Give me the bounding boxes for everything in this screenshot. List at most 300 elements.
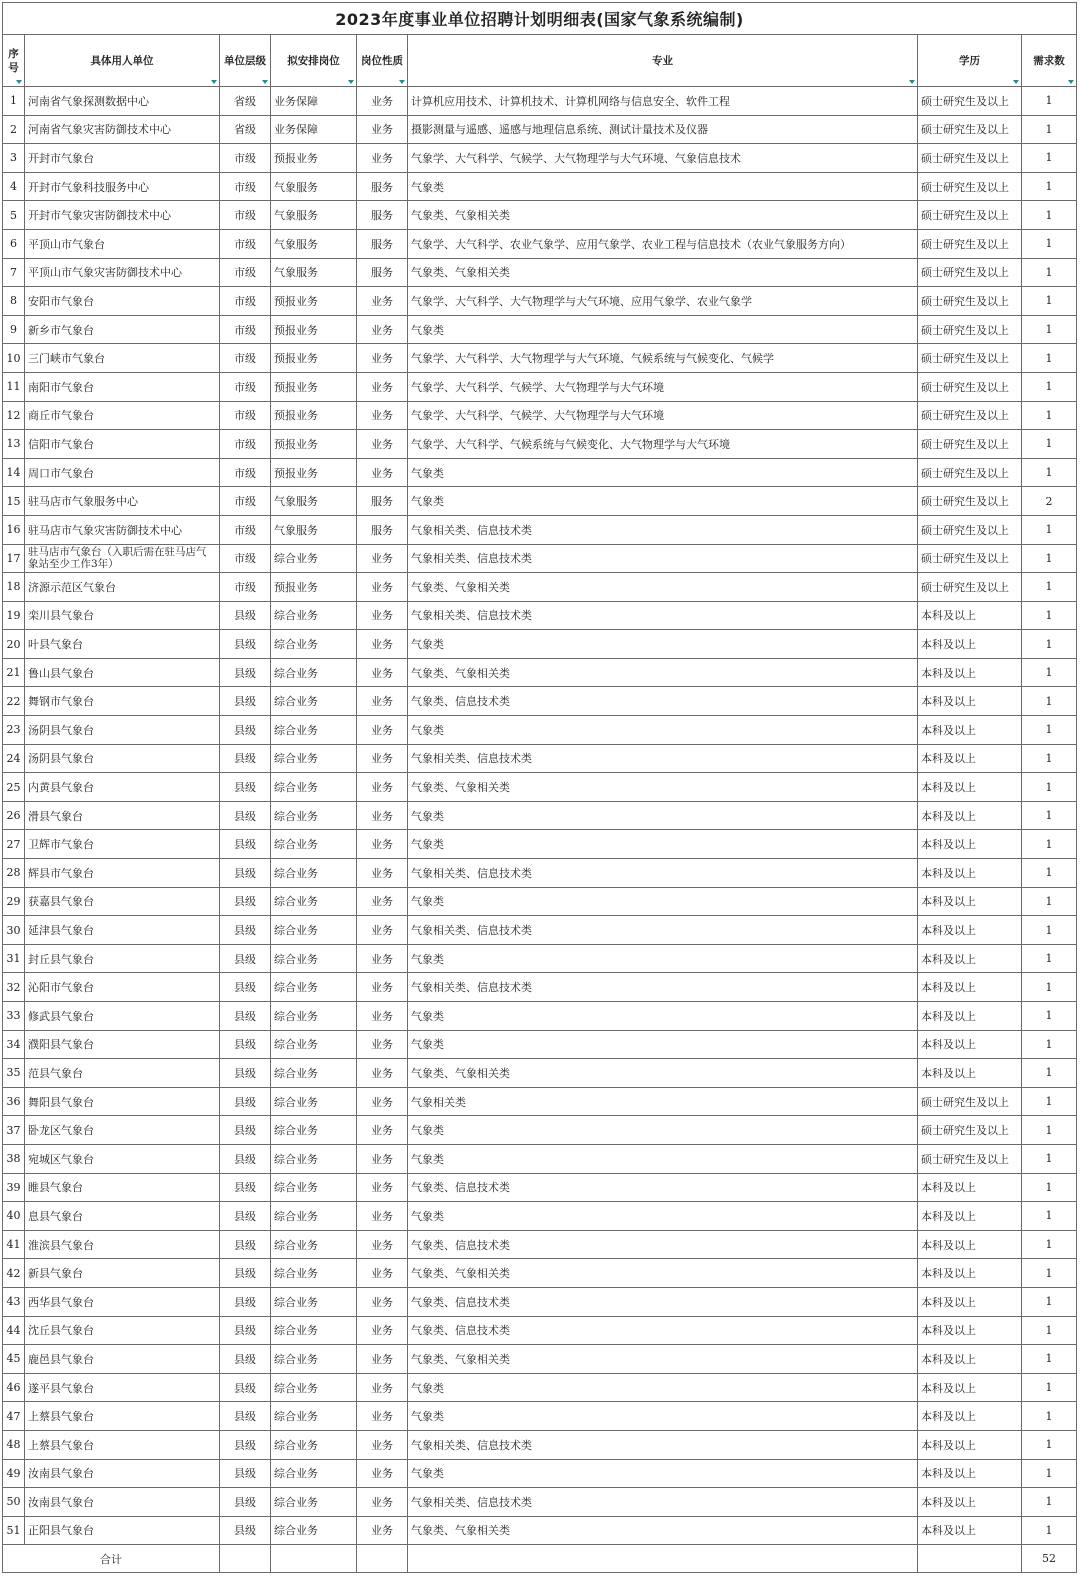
cell-post: 综合业务	[271, 630, 357, 659]
cell-post: 综合业务	[271, 1230, 357, 1259]
cell-count: 1	[1022, 658, 1077, 687]
cell-unit: 上蔡县气象台	[25, 1430, 220, 1459]
cell-seq: 8	[3, 287, 25, 316]
cell-level: 县级	[220, 744, 271, 773]
cell-level: 县级	[220, 1402, 271, 1431]
cell-level: 县级	[220, 1202, 271, 1231]
cell-level: 市级	[220, 573, 271, 602]
cell-level: 县级	[220, 1488, 271, 1517]
cell-count: 1	[1022, 515, 1077, 544]
cell-level: 市级	[220, 487, 271, 516]
cell-count: 1	[1022, 716, 1077, 745]
table-row	[3, 658, 1077, 687]
cell-count: 1	[1022, 916, 1077, 945]
cell-nature: 业务	[357, 859, 408, 888]
cell-seq: 26	[3, 801, 25, 830]
cell-post: 综合业务	[271, 1459, 357, 1488]
table-row	[3, 344, 1077, 373]
cell-education: 本科及以上	[918, 1230, 1022, 1259]
cell-seq: 38	[3, 1144, 25, 1173]
cell-seq: 36	[3, 1087, 25, 1116]
cell-education: 本科及以上	[918, 1259, 1022, 1288]
cell-count: 1	[1022, 229, 1077, 258]
cell-nature: 服务	[357, 201, 408, 230]
cell-seq: 1	[3, 87, 25, 116]
cell-education: 硕士研究生及以上	[918, 344, 1022, 373]
cell-nature: 业务	[357, 430, 408, 459]
table-row	[3, 573, 1077, 602]
cell-nature: 服务	[357, 258, 408, 287]
cell-nature: 业务	[357, 773, 408, 802]
cell-major: 气象类、信息技术类	[408, 1230, 918, 1259]
cell-unit: 开封市气象台	[25, 144, 220, 173]
cell-count: 1	[1022, 458, 1077, 487]
cell-nature: 业务	[357, 1144, 408, 1173]
cell-unit: 睢县气象台	[25, 1173, 220, 1202]
cell-nature: 业务	[357, 1059, 408, 1088]
table-row	[3, 315, 1077, 344]
cell-seq: 13	[3, 430, 25, 459]
cell-seq: 20	[3, 630, 25, 659]
cell-count: 1	[1022, 830, 1077, 859]
table-row	[3, 258, 1077, 287]
cell-post: 综合业务	[271, 859, 357, 888]
cell-unit: 舞钢市气象台	[25, 687, 220, 716]
cell-count: 1	[1022, 372, 1077, 401]
cell-level: 县级	[220, 1287, 271, 1316]
cell-seq: 42	[3, 1259, 25, 1288]
table-row	[3, 601, 1077, 630]
cell-seq: 9	[3, 315, 25, 344]
cell-unit: 淮滨县气象台	[25, 1230, 220, 1259]
cell-level: 县级	[220, 1002, 271, 1031]
cell-nature: 业务	[357, 1002, 408, 1031]
cell-unit: 南阳市气象台	[25, 372, 220, 401]
cell-seq: 44	[3, 1316, 25, 1345]
cell-post: 预报业务	[271, 458, 357, 487]
cell-count: 1	[1022, 258, 1077, 287]
cell-major: 气象相关类、信息技术类	[408, 859, 918, 888]
cell-nature: 业务	[357, 716, 408, 745]
table-row	[3, 801, 1077, 830]
table-row	[3, 1087, 1077, 1116]
table-row	[3, 1202, 1077, 1231]
cell-nature: 业务	[357, 287, 408, 316]
cell-major: 气象相关类、信息技术类	[408, 744, 918, 773]
cell-count: 1	[1022, 287, 1077, 316]
cell-post: 综合业务	[271, 687, 357, 716]
cell-level: 县级	[220, 1030, 271, 1059]
cell-major: 气象类	[408, 315, 918, 344]
table-row	[3, 1230, 1077, 1259]
cell-education: 本科及以上	[918, 1402, 1022, 1431]
cell-post: 综合业务	[271, 1345, 357, 1374]
cell-major: 气象类、气象相关类	[408, 1059, 918, 1088]
cell-post: 综合业务	[271, 1316, 357, 1345]
cell-major: 气象相关类、信息技术类	[408, 1430, 918, 1459]
cell-post: 综合业务	[271, 1430, 357, 1459]
cell-count: 1	[1022, 1144, 1077, 1173]
cell-level: 县级	[220, 801, 271, 830]
cell-nature: 服务	[357, 172, 408, 201]
header-level[interactable]	[220, 35, 271, 87]
cell-post: 业务保障	[271, 115, 357, 144]
cell-unit: 西华县气象台	[25, 1287, 220, 1316]
cell-seq: 16	[3, 515, 25, 544]
cell-unit: 驻马店市气象服务中心	[25, 487, 220, 516]
cell-level: 省级	[220, 87, 271, 116]
cell-education: 本科及以上	[918, 601, 1022, 630]
header-seq-label: 序号	[8, 47, 19, 74]
cell-level: 县级	[220, 1059, 271, 1088]
cell-unit: 舞阳县气象台	[25, 1087, 220, 1116]
cell-unit: 开封市气象科技服务中心	[25, 172, 220, 201]
table-row	[3, 773, 1077, 802]
cell-count: 1	[1022, 1516, 1077, 1545]
cell-unit: 遂平县气象台	[25, 1373, 220, 1402]
cell-level: 县级	[220, 687, 271, 716]
cell-nature: 业务	[357, 372, 408, 401]
filter-arrow-icon[interactable]	[348, 80, 354, 84]
cell-education: 硕士研究生及以上	[918, 458, 1022, 487]
cell-unit: 卧龙区气象台	[25, 1116, 220, 1145]
cell-count: 1	[1022, 201, 1077, 230]
cell-nature: 业务	[357, 1459, 408, 1488]
cell-post: 预报业务	[271, 315, 357, 344]
filter-arrow-icon[interactable]	[262, 80, 268, 84]
cell-education: 本科及以上	[918, 1059, 1022, 1088]
cell-level: 县级	[220, 1459, 271, 1488]
cell-major: 气象学、大气科学、大气物理学与大气环境、气候系统与气候变化、气候学	[408, 344, 918, 373]
cell-nature: 业务	[357, 1087, 408, 1116]
cell-seq: 18	[3, 573, 25, 602]
cell-major: 气象类、气象相关类	[408, 258, 918, 287]
cell-education: 硕士研究生及以上	[918, 401, 1022, 430]
table-row	[3, 1516, 1077, 1545]
table-row	[3, 401, 1077, 430]
cell-major: 气象类	[408, 1116, 918, 1145]
cell-education: 本科及以上	[918, 944, 1022, 973]
cell-seq: 32	[3, 973, 25, 1002]
cell-level: 市级	[220, 401, 271, 430]
cell-major: 气象学、大气科学、农业气象学、应用气象学、农业工程与信息技术（农业气象服务方向）	[408, 229, 918, 258]
header-unit-label: 具体用人单位	[90, 54, 154, 67]
cell-unit: 周口市气象台	[25, 458, 220, 487]
cell-count: 1	[1022, 1345, 1077, 1374]
cell-seq: 31	[3, 944, 25, 973]
cell-major: 气象相关类、信息技术类	[408, 544, 918, 573]
cell-unit: 濮阳县气象台	[25, 1030, 220, 1059]
cell-count: 1	[1022, 1030, 1077, 1059]
cell-unit: 卫辉市气象台	[25, 830, 220, 859]
cell-education: 硕士研究生及以上	[918, 172, 1022, 201]
cell-education: 本科及以上	[918, 1173, 1022, 1202]
cell-count: 1	[1022, 973, 1077, 1002]
cell-post: 气象服务	[271, 172, 357, 201]
cell-count: 1	[1022, 401, 1077, 430]
cell-major: 气象类	[408, 1402, 918, 1431]
cell-nature: 业务	[357, 1316, 408, 1345]
cell-level: 县级	[220, 1087, 271, 1116]
cell-count: 1	[1022, 144, 1077, 173]
cell-education: 本科及以上	[918, 801, 1022, 830]
cell-education: 本科及以上	[918, 1202, 1022, 1231]
cell-nature: 业务	[357, 1230, 408, 1259]
cell-count: 2	[1022, 487, 1077, 516]
table-row	[3, 1373, 1077, 1402]
cell-level: 县级	[220, 944, 271, 973]
cell-education: 硕士研究生及以上	[918, 1087, 1022, 1116]
cell-major: 气象类、气象相关类	[408, 201, 918, 230]
cell-level: 县级	[220, 1430, 271, 1459]
cell-post: 预报业务	[271, 144, 357, 173]
cell-post: 综合业务	[271, 1516, 357, 1545]
cell-nature: 服务	[357, 229, 408, 258]
empty-cell	[357, 1545, 408, 1573]
header-nature[interactable]	[357, 35, 408, 87]
cell-unit: 驻马店市气象台（入职后需在驻马店气象站至少工作3年）	[25, 544, 220, 573]
cell-post: 预报业务	[271, 287, 357, 316]
cell-seq: 45	[3, 1345, 25, 1374]
table-row	[3, 1345, 1077, 1374]
cell-post: 综合业务	[271, 658, 357, 687]
cell-nature: 业务	[357, 1202, 408, 1231]
cell-nature: 业务	[357, 144, 408, 173]
cell-level: 县级	[220, 716, 271, 745]
cell-post: 综合业务	[271, 887, 357, 916]
cell-level: 市级	[220, 229, 271, 258]
table-title: 2023年度事业单位招聘计划明细表(国家气象系统编制)	[3, 3, 1077, 35]
filter-arrow-icon[interactable]	[909, 80, 915, 84]
cell-nature: 业务	[357, 916, 408, 945]
cell-level: 县级	[220, 887, 271, 916]
cell-level: 市级	[220, 458, 271, 487]
table-row	[3, 458, 1077, 487]
cell-seq: 7	[3, 258, 25, 287]
cell-post: 综合业务	[271, 1002, 357, 1031]
cell-post: 综合业务	[271, 744, 357, 773]
cell-unit: 新乡市气象台	[25, 315, 220, 344]
header-education[interactable]	[918, 35, 1022, 87]
cell-education: 硕士研究生及以上	[918, 315, 1022, 344]
cell-count: 1	[1022, 801, 1077, 830]
cell-post: 综合业务	[271, 716, 357, 745]
cell-count: 1	[1022, 630, 1077, 659]
cell-post: 综合业务	[271, 1373, 357, 1402]
filter-arrow-icon[interactable]	[1013, 80, 1019, 84]
cell-unit: 宛城区气象台	[25, 1144, 220, 1173]
cell-level: 市级	[220, 172, 271, 201]
cell-major: 气象类、信息技术类	[408, 1287, 918, 1316]
cell-level: 县级	[220, 973, 271, 1002]
cell-post: 预报业务	[271, 344, 357, 373]
cell-unit: 沈丘县气象台	[25, 1316, 220, 1345]
cell-nature: 业务	[357, 744, 408, 773]
cell-nature: 业务	[357, 315, 408, 344]
cell-seq: 17	[3, 544, 25, 573]
header-seq[interactable]	[3, 35, 25, 87]
cell-nature: 业务	[357, 115, 408, 144]
table-row	[3, 1030, 1077, 1059]
cell-education: 硕士研究生及以上	[918, 430, 1022, 459]
cell-count: 1	[1022, 859, 1077, 888]
cell-education: 本科及以上	[918, 859, 1022, 888]
cell-level: 县级	[220, 1230, 271, 1259]
table-row	[3, 1402, 1077, 1431]
cell-seq: 3	[3, 144, 25, 173]
cell-seq: 37	[3, 1116, 25, 1145]
cell-education: 本科及以上	[918, 916, 1022, 945]
cell-nature: 业务	[357, 944, 408, 973]
header-education-label: 学历	[959, 54, 980, 67]
cell-nature: 服务	[357, 487, 408, 516]
cell-major: 气象类	[408, 487, 918, 516]
cell-unit: 新县气象台	[25, 1259, 220, 1288]
cell-nature: 业务	[357, 801, 408, 830]
cell-count: 1	[1022, 430, 1077, 459]
cell-unit: 汤阴县气象台	[25, 716, 220, 745]
cell-education: 硕士研究生及以上	[918, 229, 1022, 258]
cell-major: 计算机应用技术、计算机技术、计算机网络与信息安全、软件工程	[408, 87, 918, 116]
cell-education: 硕士研究生及以上	[918, 544, 1022, 573]
cell-education: 本科及以上	[918, 744, 1022, 773]
cell-level: 县级	[220, 859, 271, 888]
cell-major: 气象类	[408, 1373, 918, 1402]
table-row	[3, 1316, 1077, 1345]
table-row	[3, 1259, 1077, 1288]
cell-major: 气象类、信息技术类	[408, 1316, 918, 1345]
cell-post: 气象服务	[271, 229, 357, 258]
cell-post: 综合业务	[271, 801, 357, 830]
cell-nature: 业务	[357, 544, 408, 573]
cell-nature: 业务	[357, 830, 408, 859]
cell-post: 综合业务	[271, 1144, 357, 1173]
cell-level: 市级	[220, 344, 271, 373]
cell-level: 县级	[220, 1316, 271, 1345]
total-count: 52	[1022, 1545, 1077, 1573]
header-count-label: 需求数	[1033, 54, 1065, 67]
cell-education: 本科及以上	[918, 887, 1022, 916]
cell-major: 气象学、大气科学、气候学、大气物理学与大气环境	[408, 372, 918, 401]
cell-count: 1	[1022, 601, 1077, 630]
empty-cell	[271, 1545, 357, 1573]
cell-count: 1	[1022, 1287, 1077, 1316]
cell-unit: 河南省气象探测数据中心	[25, 87, 220, 116]
cell-post: 综合业务	[271, 601, 357, 630]
cell-level: 市级	[220, 372, 271, 401]
cell-count: 1	[1022, 1116, 1077, 1145]
cell-level: 县级	[220, 830, 271, 859]
cell-level: 县级	[220, 1516, 271, 1545]
filter-arrow-icon[interactable]	[399, 80, 405, 84]
cell-level: 市级	[220, 515, 271, 544]
cell-major: 气象相关类	[408, 1087, 918, 1116]
cell-post: 气象服务	[271, 515, 357, 544]
cell-seq: 10	[3, 344, 25, 373]
cell-unit: 延津县气象台	[25, 916, 220, 945]
cell-major: 气象相关类、信息技术类	[408, 601, 918, 630]
cell-seq: 50	[3, 1488, 25, 1517]
total-row	[3, 1545, 1077, 1573]
cell-nature: 业务	[357, 458, 408, 487]
cell-major: 气象类、气象相关类	[408, 658, 918, 687]
cell-nature: 业务	[357, 1345, 408, 1374]
cell-seq: 30	[3, 916, 25, 945]
cell-major: 气象类	[408, 630, 918, 659]
cell-nature: 业务	[357, 1488, 408, 1517]
header-count[interactable]	[1022, 35, 1077, 87]
cell-education: 本科及以上	[918, 658, 1022, 687]
cell-count: 1	[1022, 315, 1077, 344]
cell-nature: 业务	[357, 1373, 408, 1402]
cell-count: 1	[1022, 1430, 1077, 1459]
cell-nature: 业务	[357, 1173, 408, 1202]
cell-seq: 48	[3, 1430, 25, 1459]
cell-post: 综合业务	[271, 1173, 357, 1202]
cell-education: 本科及以上	[918, 1516, 1022, 1545]
cell-seq: 29	[3, 887, 25, 916]
filter-arrow-icon[interactable]	[211, 80, 217, 84]
cell-major: 气象相关类、信息技术类	[408, 515, 918, 544]
cell-major: 气象相关类、信息技术类	[408, 973, 918, 1002]
cell-major: 气象类、气象相关类	[408, 1516, 918, 1545]
cell-education: 本科及以上	[918, 1373, 1022, 1402]
cell-count: 1	[1022, 1087, 1077, 1116]
recruitment-table	[2, 2, 1077, 1573]
cell-count: 1	[1022, 944, 1077, 973]
table-row	[3, 1173, 1077, 1202]
header-major[interactable]	[408, 35, 918, 87]
table-row	[3, 544, 1077, 573]
cell-seq: 15	[3, 487, 25, 516]
cell-seq: 39	[3, 1173, 25, 1202]
cell-seq: 21	[3, 658, 25, 687]
filter-arrow-icon[interactable]	[16, 80, 22, 84]
cell-count: 1	[1022, 1230, 1077, 1259]
header-post[interactable]	[271, 35, 357, 87]
table-row	[3, 944, 1077, 973]
table-row	[3, 716, 1077, 745]
cell-unit: 商丘市气象台	[25, 401, 220, 430]
cell-level: 县级	[220, 1173, 271, 1202]
cell-count: 1	[1022, 1259, 1077, 1288]
cell-major: 气象类	[408, 1002, 918, 1031]
cell-seq: 12	[3, 401, 25, 430]
recruitment-plan-sheet	[2, 2, 1076, 1573]
header-unit[interactable]	[25, 35, 220, 87]
empty-cell	[408, 1545, 918, 1573]
cell-unit: 开封市气象灾害防御技术中心	[25, 201, 220, 230]
table-row	[3, 1002, 1077, 1031]
cell-count: 1	[1022, 1173, 1077, 1202]
cell-unit: 沁阳市气象台	[25, 973, 220, 1002]
cell-unit: 正阳县气象台	[25, 1516, 220, 1545]
cell-seq: 33	[3, 1002, 25, 1031]
cell-unit: 平顶山市气象台	[25, 229, 220, 258]
cell-level: 县级	[220, 1373, 271, 1402]
cell-nature: 业务	[357, 1030, 408, 1059]
cell-seq: 35	[3, 1059, 25, 1088]
table-row	[3, 630, 1077, 659]
filter-arrow-icon[interactable]	[1068, 80, 1074, 84]
cell-nature: 业务	[357, 1516, 408, 1545]
cell-unit: 范县气象台	[25, 1059, 220, 1088]
cell-count: 1	[1022, 87, 1077, 116]
table-row	[3, 201, 1077, 230]
cell-post: 综合业务	[271, 973, 357, 1002]
cell-education: 硕士研究生及以上	[918, 258, 1022, 287]
cell-major: 气象类、信息技术类	[408, 687, 918, 716]
